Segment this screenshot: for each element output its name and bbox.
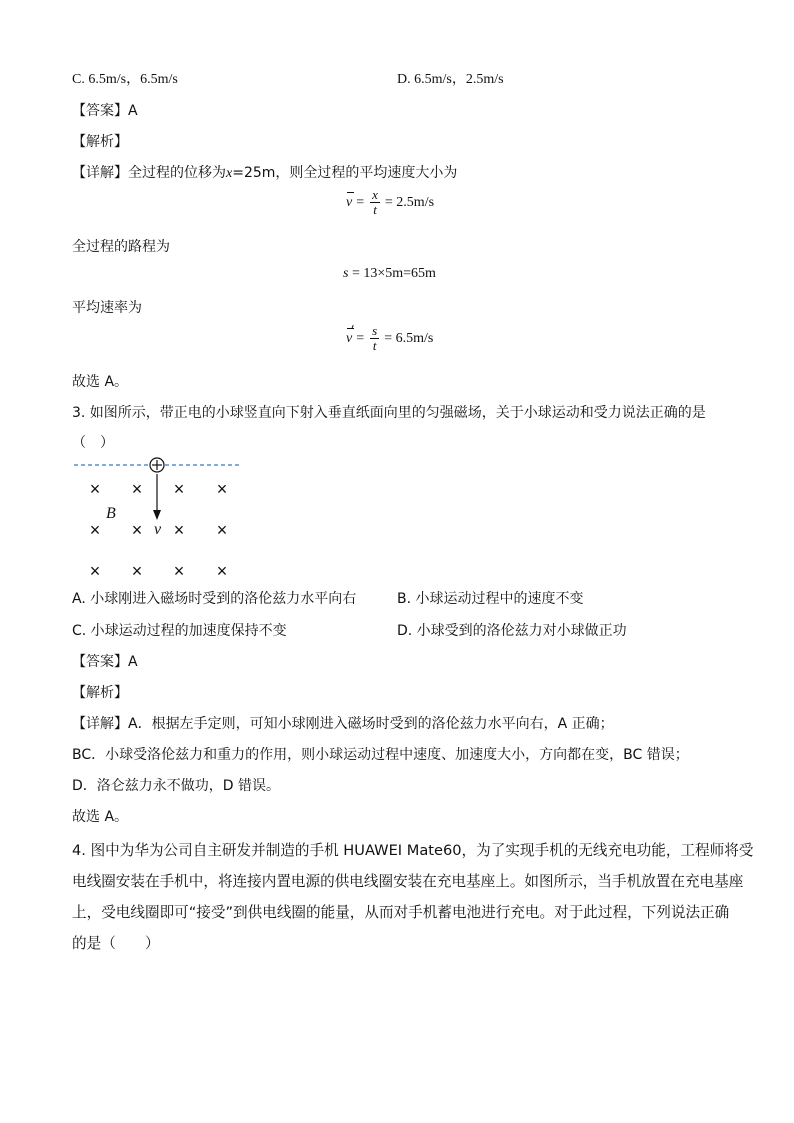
svg-text:×: × [173, 479, 185, 499]
svg-text:×: × [89, 479, 101, 499]
q3-option-d: D. 小球受到的洛伦兹力对小球做正功 [397, 623, 627, 639]
q4-line4: 的是（ ） [72, 935, 160, 952]
q3-detail-line3: D．洛仑兹力永不做功，D 错误。 [72, 778, 281, 794]
eq3-lhs: v [346, 330, 353, 346]
q3-detail-line1: 【详解】A．根据左手定则，可知小球刚进入磁场时受到的洛伦兹力水平向右，A 正确； [72, 716, 614, 732]
equation-average-velocity: v = $\frac{x}{t}$ = 2.5m/s [346, 187, 435, 217]
svg-text:×: × [89, 561, 101, 581]
answer-q2: 【答案】A [72, 103, 138, 119]
svg-text:×: × [216, 520, 228, 540]
answer-q3: 【答案】A [72, 654, 138, 670]
conclusion-q3: 故选 A。 [72, 809, 129, 825]
equation-path: s = 13×5m=65m [343, 266, 436, 281]
option-c-q2: C. 6.5m/s，6.5m/s [72, 72, 178, 87]
eq1-numerator: x [372, 187, 378, 202]
q4-line2: 电线圈安装在手机中，将连接内置电源的供电线圈安装在充电基座上。如图所示，当手机放置在充电基座 [72, 873, 744, 890]
eq3-rhs: = 6.5m/s [384, 330, 434, 346]
svg-text:×: × [173, 561, 185, 581]
q4-line3: 上，受电线圈即可“接受”到供电线圈的能量，从而对手机蓄电池进行充电。对于此过程，下列说法正确 [72, 904, 730, 921]
svg-text:×: × [216, 561, 228, 581]
speed-label: 平均速率为 [72, 300, 142, 316]
svg-text:×: × [131, 520, 143, 540]
svg-text:×: × [131, 561, 143, 581]
svg-text:×: × [131, 479, 143, 499]
equation-average-speed: v = $\frac{s}{t}$ = 6.5m/s [346, 323, 434, 353]
q3-option-b: B. 小球运动过程中的速度不变 [397, 591, 584, 607]
eq1-denominator: t [373, 202, 377, 217]
analysis-label-q2: 【解析】 [72, 134, 128, 150]
path-label: 全过程的路程为 [72, 239, 170, 255]
detail-text-2: =25m，则全过程的平均速度大小为 [232, 165, 458, 181]
eq3-numerator: s [372, 323, 378, 338]
q3-option-c: C. 小球运动过程的加速度保持不变 [72, 623, 287, 639]
velocity-label-v: v [154, 521, 162, 538]
option-d-q2: D. 6.5m/s，2.5m/s [397, 72, 504, 87]
field-label-b: B [106, 505, 116, 522]
q4-line1: 4. 图中为华为公司自主研发并制造的手机 HUAWEI Mate60，为了实现手机的无线充电功能，工程师将受 [72, 842, 754, 859]
displacement-symbol: x [226, 166, 233, 181]
svg-text:×: × [173, 520, 185, 540]
detail-tag: 【详解】 [72, 165, 128, 181]
eq1-rhs: = 2.5m/s [384, 194, 435, 210]
magnetic-field-figure [72, 452, 252, 582]
svg-text:×: × [216, 479, 228, 499]
detail-q2 [72, 162, 457, 182]
q3-stem-line1: 3. 如图所示，带正电的小球竖直向下射入垂直纸面向里的匀强磁场，关于小球运动和受力说法正确的是 [72, 405, 706, 421]
detail-text-1: 全过程的位移为 [128, 165, 226, 181]
svg-text:×: × [89, 520, 101, 540]
eq1-lhs: v [346, 194, 353, 210]
analysis-label-q3: 【解析】 [72, 685, 128, 701]
eq3-denominator: t [372, 338, 377, 353]
q3-detail-line2: BC．小球受洛伦兹力和重力的作用，则小球运动过程中速度、加速度大小，方向都在变，BC 错误； [72, 747, 689, 763]
conclusion-q2: 故选 A。 [72, 374, 129, 390]
q3-stem-line2: （ ） [72, 435, 114, 451]
q3-option-a: A. 小球刚进入磁场时受到的洛伦兹力水平向右 [72, 591, 357, 607]
